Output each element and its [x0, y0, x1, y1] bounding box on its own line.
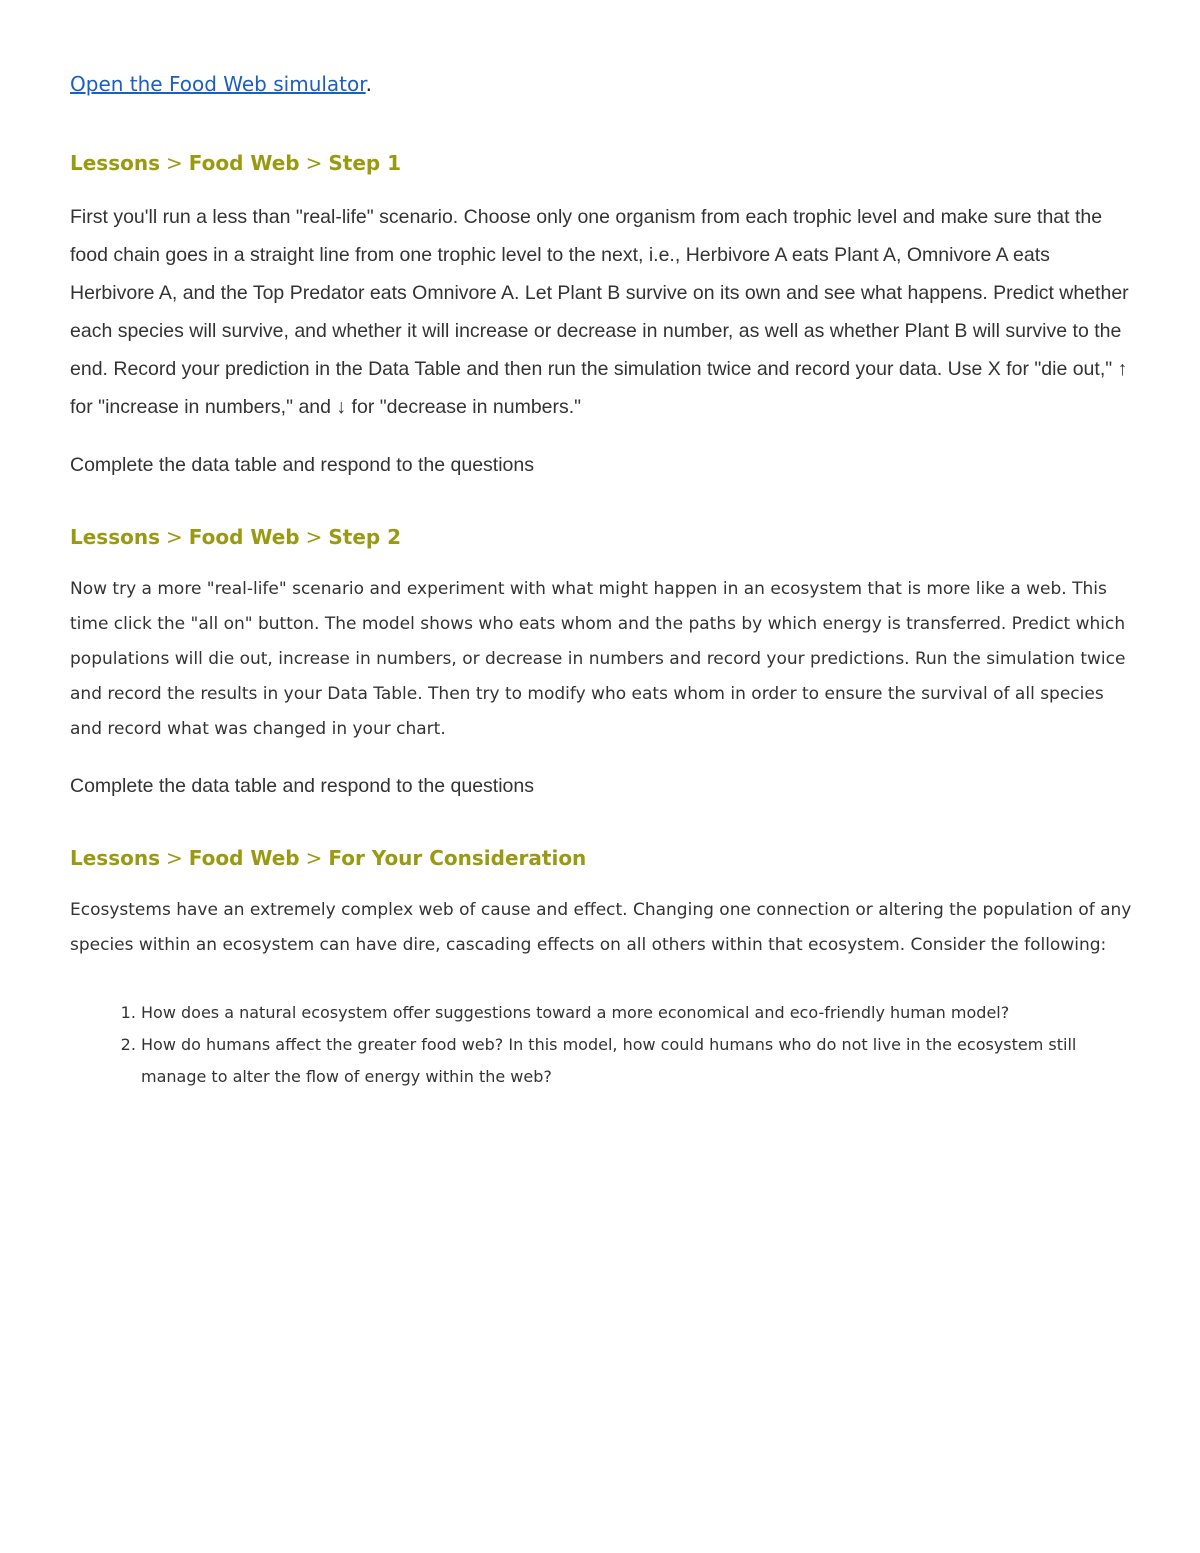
breadcrumb-food-web: Food Web [188, 525, 300, 549]
step-2-instruction: Complete the data table and respond to the questions [70, 775, 534, 797]
step-1-paragraph: First you'll run a less than "real-life" scenario. Choose only one organism from each trophic level and make sure that the food chain goes in a straight line from one trophic level to the next, i.e., Herbivore A eats Plant A, Omnivore A eats Herbivore A, and the Top Predator eats Omnivore A. Let Plant B survive on its own and see what happens. Predict whether each species will survive, and whether it will increase or decrease in number, as well as whether Plant B will survive to the end. Record your prediction in the Data Table and then run the simulation twice and record your data. Use X for "die out," ↑ for "increase in numbers," and ↓ for "decrease in numbers." [70, 206, 1129, 418]
breadcrumb-separator: > [166, 846, 183, 870]
breadcrumb-lessons: Lessons [70, 846, 160, 870]
document-page [70, 66, 1132, 1093]
step-1-instruction: Complete the data table and respond to the questions [70, 454, 534, 476]
breadcrumb-lessons: Lessons [70, 525, 160, 549]
breadcrumb-for-your-consideration: For Your Consideration [328, 846, 587, 870]
breadcrumb-lessons: Lessons [70, 151, 160, 175]
breadcrumb-separator: > [166, 525, 183, 549]
section-heading-step-2 [70, 522, 1132, 552]
open-simulator-link[interactable]: Open the Food Web simulator [70, 72, 366, 96]
breadcrumb-separator: > [166, 151, 183, 175]
section-heading-consideration [70, 843, 1132, 873]
consideration-paragraph: Ecosystems have an extremely complex web of cause and effect. Changing one connection or altering the population of any species within an ecosystem can have dire, cascading effects on all others within that ecosystem. Consider the following: [70, 900, 1132, 955]
breadcrumb-separator: > [305, 846, 323, 870]
breadcrumb-step-1: Step 1 [328, 151, 402, 175]
consideration-question-list [70, 997, 1132, 1093]
step-2-paragraph: Now try a more "real-life" scenario and experiment with what might happen in an ecosystem that is more like a web. This time click the "all on" button. The model shows who eats whom and the paths by which energy is transferred. Predict which populations will die out, increase in numbers, or decrease in numbers and record your predictions. Run the simulation twice and record the results in your Data Table. Then try to modify who eats whom in order to ensure the survival of all species and record what was changed in your chart. [70, 579, 1126, 739]
breadcrumb-food-web: Food Web [188, 151, 300, 175]
simulator-link-line [70, 66, 1132, 102]
link-trailing-period: . [365, 72, 373, 96]
question-item: 1. How does a natural ecosystem offer suggestions toward a more economical and eco-friendly human model? [141, 997, 1132, 1029]
breadcrumb-separator: > [305, 525, 323, 549]
question-item: 2. How do humans affect the greater food web? In this model, how could humans who do not live in the ecosystem still manage to alter the flow of energy within the web? [141, 1029, 1132, 1093]
section-heading-step-1 [70, 148, 1132, 178]
breadcrumb-step-2: Step 2 [328, 525, 402, 549]
breadcrumb-food-web: Food Web [188, 846, 300, 870]
breadcrumb-separator: > [305, 151, 323, 175]
